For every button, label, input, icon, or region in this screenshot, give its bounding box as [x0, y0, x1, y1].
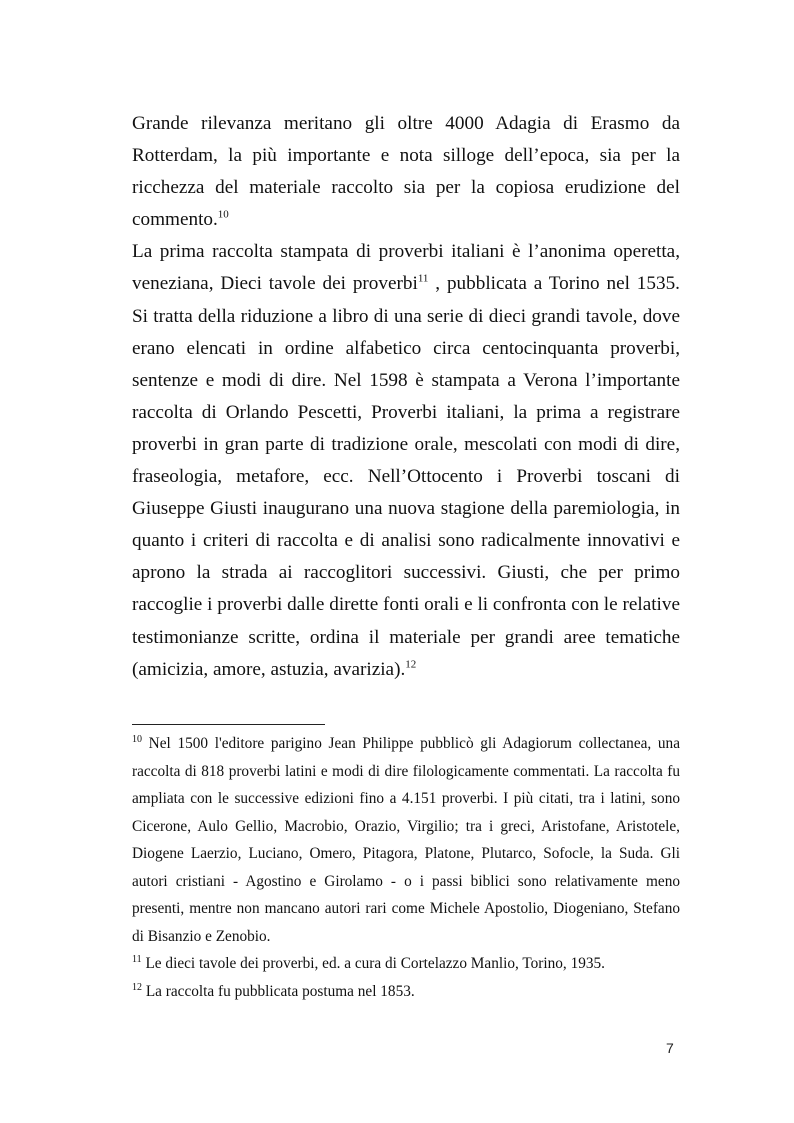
footnote-10 — [132, 730, 680, 950]
paragraph-erasmo — [132, 108, 680, 236]
footnote-number: 11 — [132, 953, 142, 965]
footnote-text: La raccolta fu pubblicata postuma nel 1853. — [142, 982, 415, 1000]
paragraph-text: La prima raccolta stampata di proverbi italiani è l’anonima operetta, veneziana, Dieci tavole dei proverbi — [132, 241, 680, 295]
paragraph-text: Grande rilevanza meritano gli oltre 4000 Adagia di Erasmo da Rotterdam, la più importante e nota silloge dell’epoca, sia per la ricchezza del materiale raccolto sia per la copiosa erudizione del commento. — [132, 113, 680, 231]
footnote-separator — [132, 724, 325, 725]
paragraph-text: , pubblicata a Torino nel 1535. Si tratta della riduzione a libro di una serie di dieci grandi tavole, dove erano elencati in ordine alfabetico circa centocinquanta proverbi, sentenze e modi di dire. Nel 1598 è stampata a Verona l’importante raccolta di Orlando Pescetti, Proverbi italiani, la prima a registrare proverbi in gran parte di tradizione orale, mescolati con modi di dire, fraseologia, metafore, ecc. Nell’Ottocento i Proverbi toscani di Giuseppe Giusti inaugurano una nuova stagione della paremiologia, in quanto i criteri di raccolta e di analisi sono radicalmente innovativi e aprono la strada ai raccoglitori successivi. Giusti, che per primo raccoglie i proverbi dalle dirette fonti orali e li confronta con le relative testimonianze scritte, ordina il materiale per grandi aree tematiche (amicizia, amore, astuzia, avarizia). — [132, 273, 680, 680]
footnote-number: 12 — [132, 981, 142, 993]
page-number: 7 — [666, 1040, 674, 1056]
footnote-text: Nel 1500 l'editore parigino Jean Philippe pubblicò gli Adagiorum collectanea, una raccolta di 818 proverbi latini e modi di dire filologicamente commentati. La raccolta fu ampliata con le successive edizioni fino a 4.151 proverbi. I più citati, tra i latini, sono Cicerone, Aulo Gellio, Macrobio, Orazio, Virgilio; tra i greci, Aristofane, Aristotele, Diogene Laerzio, Luciano, Omero, Pitagora, Platone, Plutarco, Sofocle, la Suda. Gli autori cristiani - Agostino e Girolamo - o i passi biblici sono relativamente meno presenti, mentre non mancano autori rari come Michele Apostolio, Diogeniano, Stefano di Bisanzio e Zenobio. — [132, 735, 680, 945]
footnote-ref-12: 12 — [405, 658, 417, 671]
footnotes — [132, 730, 680, 1005]
footnote-11 — [132, 950, 680, 978]
main-text — [132, 108, 680, 686]
footnote-ref-10: 10 — [217, 208, 229, 221]
footnote-ref-11: 11 — [417, 273, 429, 286]
paragraph-raccolte — [132, 236, 680, 685]
footnote-text: Le dieci tavole dei proverbi, ed. a cura di Cortelazzo Manlio, Torino, 1935. — [141, 955, 605, 972]
footnote-12 — [132, 978, 680, 1006]
footnote-number: 10 — [132, 733, 142, 745]
